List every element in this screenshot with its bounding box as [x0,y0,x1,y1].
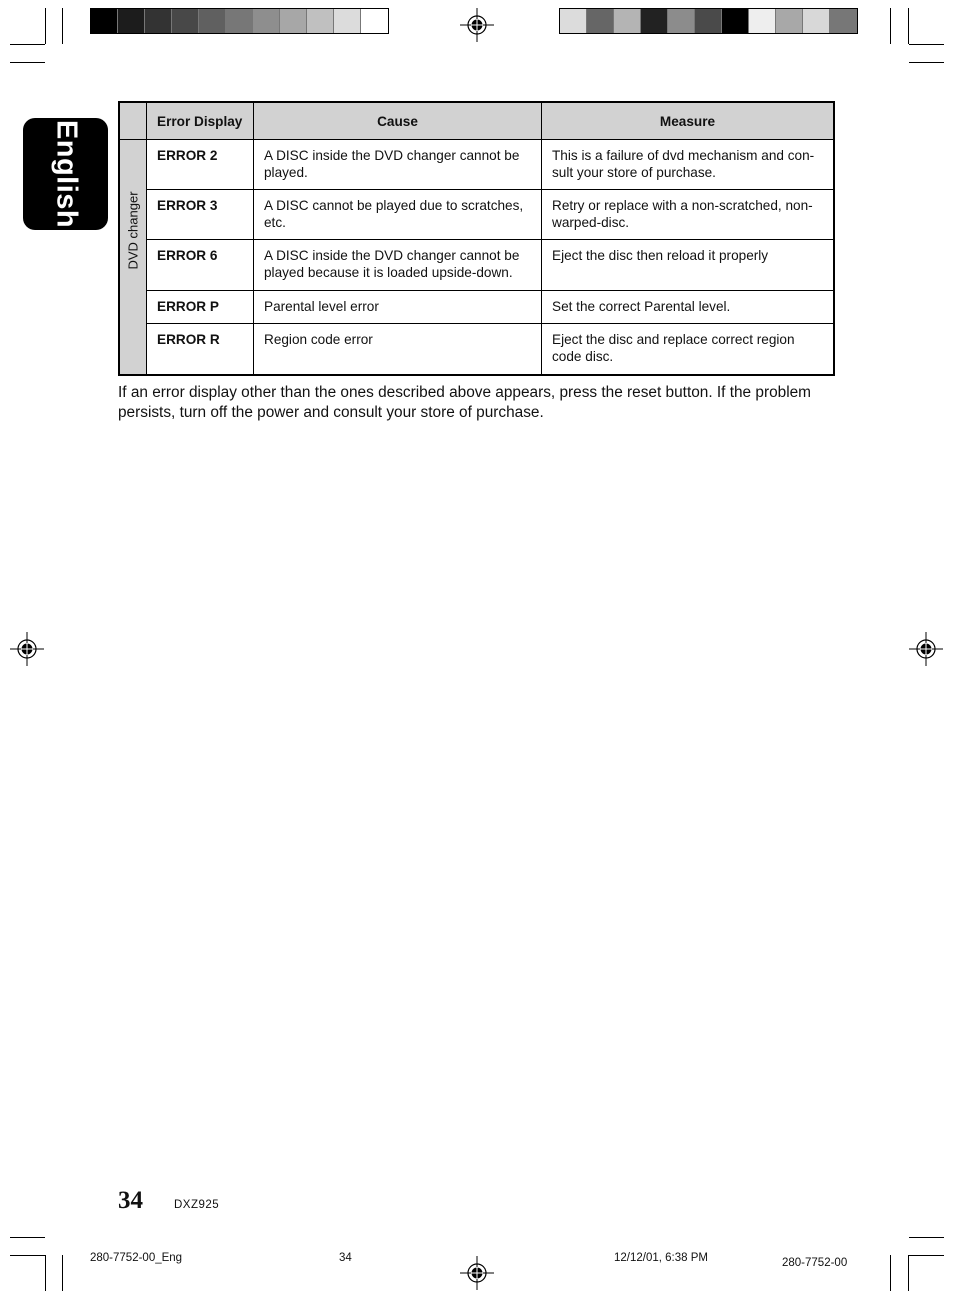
color-swatch [695,9,722,33]
print-page-number: 34 [339,1252,352,1264]
registration-mark-icon [909,632,943,666]
error-cause: A DISC inside the DVD changer cannot be played because it is loaded upside-down. [254,240,542,291]
language-tab-label: English [50,119,82,229]
color-swatch [91,9,118,33]
header-error-display: Error Display [147,102,254,140]
error-code: ERROR P [147,291,254,324]
error-code: ERROR 2 [147,140,254,190]
error-measure: Eject the disc then reload it properly [542,240,835,291]
page-number: 34 [118,1187,143,1214]
error-cause: Parental level error [254,291,542,324]
grayscale-bar-right [559,8,858,34]
crop-mark [909,1255,944,1256]
crop-mark [908,8,909,44]
language-tab [23,118,108,230]
table-row [119,240,834,291]
crop-mark [62,8,63,44]
color-swatch [280,9,307,33]
error-table [118,101,835,376]
error-measure: Set the correct Parental level. [542,291,835,324]
table-row [119,190,834,240]
grayscale-bar-left [90,8,389,34]
color-swatch [253,9,280,33]
registration-mark-icon [10,632,44,666]
group-label: DVD changer [125,191,141,270]
reset-note: If an error display other than the ones described above appears, press the reset button. If the problem persists, turn off the power and consult your store of purchase. [118,384,811,421]
crop-mark [45,8,46,44]
table-row [119,324,834,375]
color-swatch [361,9,388,33]
color-swatch [145,9,172,33]
color-swatch [307,9,334,33]
crop-mark [908,1255,909,1291]
header-cause: Cause [254,102,542,140]
crop-mark [10,62,45,63]
color-swatch [614,9,641,33]
color-swatch [118,9,145,33]
color-swatch [226,9,253,33]
table-row [119,291,834,324]
error-code: ERROR R [147,324,254,375]
error-cause: A DISC cannot be played due to scratches, etc. [254,190,542,240]
crop-mark [45,1255,46,1291]
crop-mark [909,44,944,45]
table-row [119,140,834,190]
crop-mark [10,44,45,45]
color-swatch [722,9,749,33]
error-measure: Retry or replace with a non-scratched, non-warped-disc. [542,190,835,240]
print-timestamp: 12/12/01, 6:38 PM [614,1252,708,1264]
color-swatch [199,9,226,33]
color-swatch [560,9,587,33]
error-code: ERROR 3 [147,190,254,240]
color-swatch [668,9,695,33]
table-header-row [119,102,834,140]
crop-mark [890,1255,891,1291]
crop-mark [10,1255,45,1256]
color-swatch [830,9,857,33]
color-swatch [803,9,830,33]
header-measure: Measure [542,102,835,140]
registration-mark-icon [460,1256,494,1290]
color-swatch [172,9,199,33]
color-swatch [749,9,776,33]
error-measure: Eject the disc and replace correct region code disc. [542,324,835,375]
crop-mark [62,1255,63,1291]
doc-id-left: 280-7752-00_Eng [90,1252,183,1264]
crop-mark [10,1237,45,1238]
error-cause: A DISC inside the DVD changer cannot be played. [254,140,542,190]
model-name: DXZ925 [174,1199,220,1211]
registration-mark-icon [460,8,494,42]
group-label-cell [119,140,147,375]
crop-mark [909,1237,944,1238]
crop-mark [890,8,891,44]
color-swatch [776,9,803,33]
crop-mark [909,62,944,63]
header-group-cell [119,102,147,140]
error-cause: Region code error [254,324,542,375]
doc-id-right: 280-7752-00 [782,1257,848,1269]
color-swatch [641,9,668,33]
error-measure: This is a failure of dvd mechanism and con-sult your store of purchase. [542,140,835,190]
color-swatch [587,9,614,33]
error-code: ERROR 6 [147,240,254,291]
color-swatch [334,9,361,33]
